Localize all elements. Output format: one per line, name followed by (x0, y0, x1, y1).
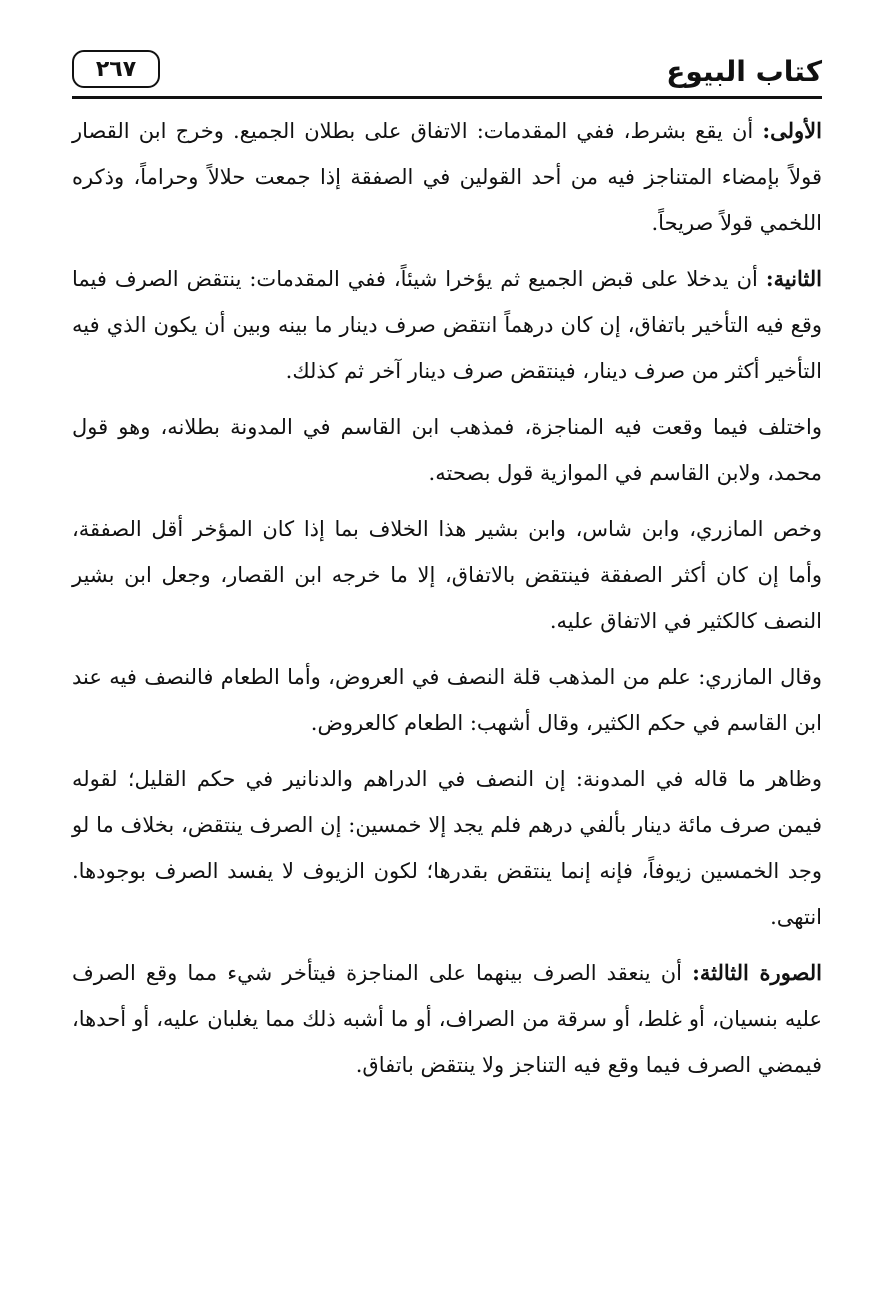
paragraph-text: وظاهر ما قاله في المدونة: إن النصف في الدراهم والدنانير في حكم القليل؛ لقوله فيمن صرف مائة دينار بألفي درهم فلم يجد إلا خمسين: إن الصرف ينتقض، بخلاف ما لو وجد الخمسين زيوفاً، فإنه إنما ينتقض بقدرها؛ لكون الزيوف لا يفسد الصرف بوجودها. انتهى. (72, 767, 822, 929)
paragraph-text: واختلف فيما وقعت فيه المناجزة، فمذهب ابن القاسم في المدونة بطلانه، وهو قول محمد، ولابن القاسم في الموازية قول بصحته. (72, 415, 822, 485)
paragraph-text: أن يدخلا على قبض الجميع ثم يؤخرا شيئاً، ففي المقدمات: ينتقض الصرف فيما وقع فيه التأخير باتفاق، إن كان درهماً انتقض صرف دينار ما بينه وبين أن يكون الذي فيه التأخير أكثر من صرف دينار، فينتقض صرف دينار آخر ثم كذلك. (72, 267, 822, 383)
paragraph-second-case (72, 256, 822, 394)
paragraph-mazari-specification (72, 506, 822, 644)
page-header (72, 50, 822, 98)
body-text (72, 108, 822, 1098)
paragraph-mudawwana-apparent (72, 756, 822, 940)
running-title: كتاب البيوع (666, 55, 822, 88)
paragraph-mazari-statement (72, 654, 822, 746)
paragraph-third-form (72, 950, 822, 1088)
paragraph-lead: الأولى: (762, 118, 822, 143)
paragraph-first-case (72, 108, 822, 246)
paragraph-text: وخص المازري، وابن شاس، وابن بشير هذا الخلاف بما إذا كان المؤخر أقل الصفقة، وأما إن كان أكثر الصفقة فينتقض بالاتفاق، إلا ما خرجه ابن القصار، وجعل ابن بشير النصف كالكثير في الاتفاق عليه. (72, 517, 822, 633)
paragraph-lead: الصورة الثالثة: (692, 960, 822, 985)
paragraph-text: أن ينعقد الصرف بينهما على المناجزة فيتأخر شيء مما وقع الصرف عليه بنسيان، أو غلط، أو سرقة من الصراف، أو ما أشبه ذلك مما يغلبان عليه، أو أحدها، فيمضي الصرف فيما وقع فيه التناجز ولا ينتقض باتفاق. (72, 961, 822, 1077)
page-number: ٢٦٧ (72, 50, 160, 88)
paragraph-disagreement (72, 404, 822, 496)
header-divider (72, 96, 822, 99)
paragraph-lead: الثانية: (765, 266, 822, 291)
paragraph-text: أن يقع بشرط، ففي المقدمات: الاتفاق على بطلان الجميع. وخرج ابن القصار قولاً بإمضاء المتناجز فيه من أحد القولين في الصفقة إذا جمعت حلالاً وحراماً، وذكره اللخمي قولاً صريحاً. (72, 119, 822, 235)
paragraph-text: وقال المازري: علم من المذهب قلة النصف في العروض، وأما الطعام فالنصف فيه عند ابن القاسم في حكم الكثير، وقال أشهب: الطعام كالعروض. (72, 665, 822, 735)
